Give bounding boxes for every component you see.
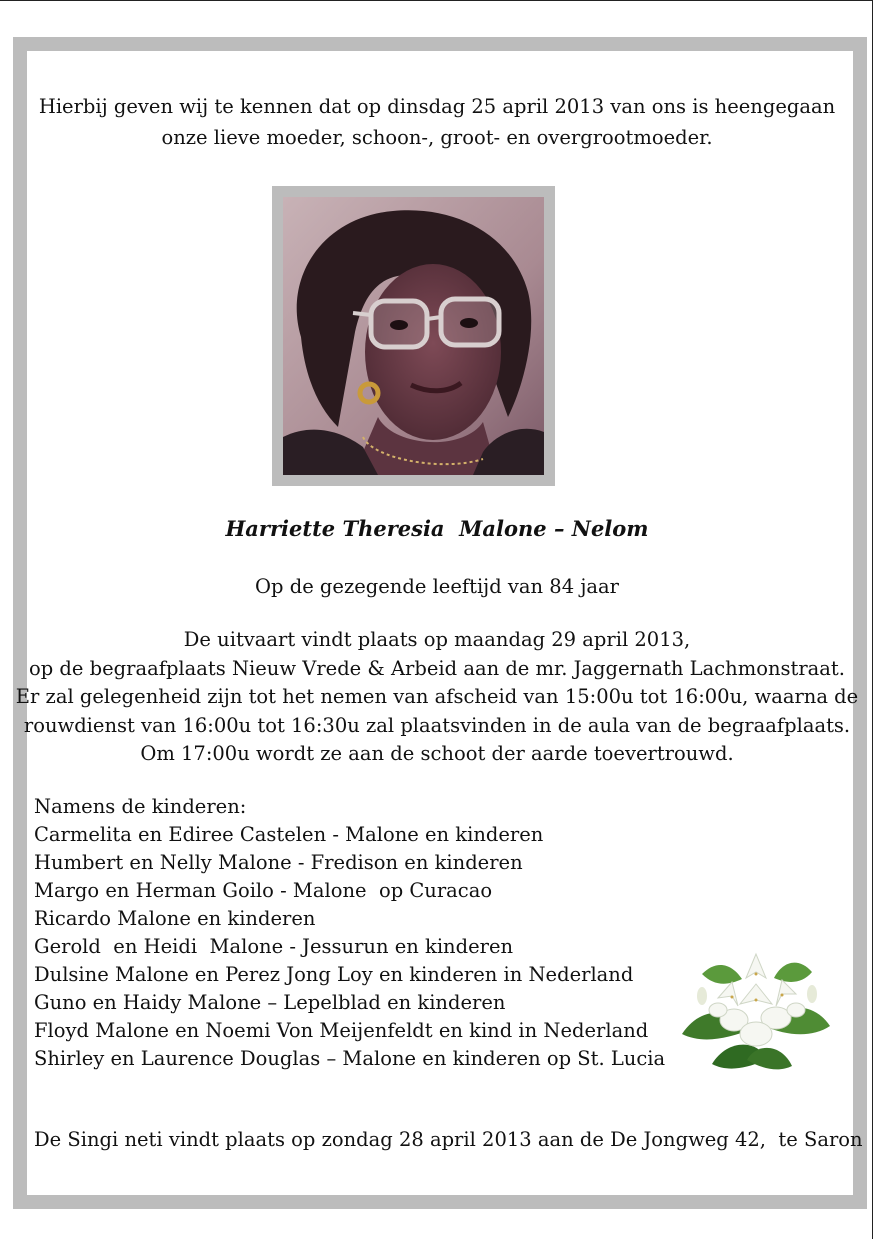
portrait-photo <box>283 197 544 475</box>
family-member: Margo en Herman Goilo - Malone op Curacao <box>34 879 493 902</box>
funeral-details <box>0 626 874 769</box>
age-line: Op de gezegende leeftijd van 84 jaar <box>255 575 619 598</box>
family-list <box>34 793 665 1073</box>
family-member: Dulsine Malone en Perez Jong Loy en kinderen in Nederland <box>34 963 634 986</box>
family-member: Guno en Haidy Malone – Lepelblad en kinderen <box>34 991 506 1014</box>
family-member: Gerold en Heidi Malone - Jessurun en kinderen <box>34 935 514 958</box>
intro-line-1: Hierbij geven wij te kennen dat op dinsdag 25 april 2013 van ons is heengegaan <box>38 95 836 118</box>
family-member: Carmelita en Ediree Castelen - Malone en kinderen <box>34 823 544 846</box>
announcement-intro <box>0 91 874 153</box>
family-member: Floyd Malone en Noemi Von Meijenfeldt en kind in Nederland <box>34 1019 649 1042</box>
funeral-line: Er zal gelegenheid zijn tot het nemen van afscheid van 15:00u tot 16:00u, waarna de <box>15 685 859 708</box>
family-member: Humbert en Nelly Malone - Fredison en kinderen <box>34 851 523 874</box>
family-member: Shirley en Laurence Douglas – Malone en kinderen op St. Lucia <box>34 1047 666 1070</box>
funeral-line: op de begraafplaats Nieuw Vrede & Arbeid aan de mr. Jaggernath Lachmonstraat. <box>29 656 845 680</box>
deceased-name: Harriette Theresia Malone – Nelom <box>225 516 649 541</box>
funeral-line: De uitvaart vindt plaats op maandag 29 april 2013, <box>183 628 691 651</box>
funeral-line: Om 17:00u wordt ze aan de schoot der aarde toevertrouwd. <box>140 742 734 765</box>
family-member: Ricardo Malone en kinderen <box>34 907 316 930</box>
flower-bouquet-image <box>672 934 840 1080</box>
funeral-line: rouwdienst van 16:00u tot 16:30u zal plaatsvinden in de aula van de begraafplaats. <box>23 713 851 737</box>
singi-neti-line: De Singi neti vindt plaats op zondag 28 april 2013 aan de De Jongweg 42, te Saron <box>34 1128 863 1151</box>
intro-line-2: onze lieve moeder, schoon-, groot- en overgrootmoeder. <box>161 126 713 149</box>
portrait-frame <box>272 186 555 486</box>
family-header: Namens de kinderen: <box>34 795 247 818</box>
